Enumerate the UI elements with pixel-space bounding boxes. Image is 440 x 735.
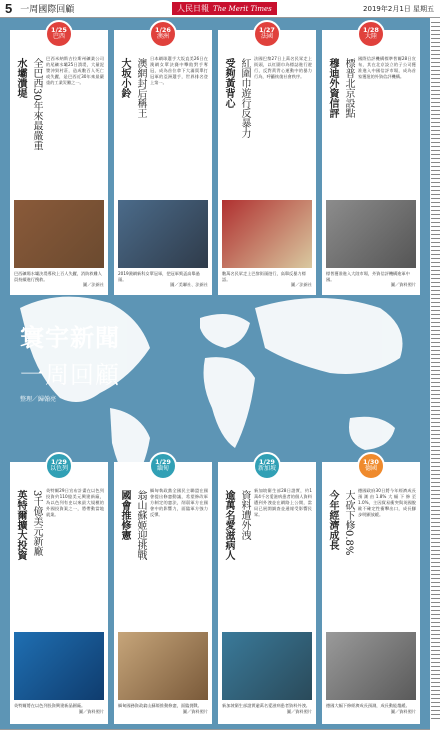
news-card-germany — [322, 457, 420, 724]
date-place-badge — [149, 452, 177, 480]
photo-credit: 圖／法新社 — [83, 282, 104, 288]
photo-caption — [326, 271, 416, 288]
headline: 逾萬名愛滋病人 — [223, 490, 234, 560]
continent-australia — [349, 417, 395, 450]
article-body: 巴西米納斯吉拉斯州礦業公司的尾礦水壩25日潰堤，大量泥漿沖毀村莊，造成數百人死亡或失蹤，是巴西近30年來最嚴重的工業災難之一。 — [46, 56, 104, 85]
article-body: 德國政府30日將今年經濟成長預測由1.8%大幅下修至1.0%，主因貿易衝突與英國脫歐不確定性衝擊出口，成長腳步明顯放緩。 — [358, 488, 416, 517]
photo-credit: 圖／資料照片 — [390, 282, 416, 288]
subheadline: 大砍下修0.8% — [343, 490, 354, 556]
badge-place: 巴西 — [52, 33, 65, 41]
photo-caption — [326, 703, 416, 714]
margin-text-strip — [431, 22, 440, 722]
page-header — [0, 0, 440, 18]
date-place-badge — [45, 452, 73, 480]
date-place-badge — [45, 20, 73, 48]
photo-caption — [118, 703, 208, 714]
news-photo — [222, 632, 312, 700]
caption-text: 德國大幅下修經濟成長預測，成長動能趨緩。 — [326, 703, 410, 708]
article-body: 新加坡衛生部28日證實，約1萬4千名愛滋病患者的個人資料遭到外洩並在網路上公開，當局已展開調查並通報受影響民眾。 — [254, 488, 312, 517]
masthead-logo — [172, 2, 277, 15]
continent-europe — [200, 314, 250, 348]
news-photo — [326, 632, 416, 700]
badge-date: 1/28 — [363, 25, 379, 34]
badge-date: 1/29 — [259, 457, 275, 466]
photo-credit: 圖／資料照片 — [78, 708, 104, 714]
news-card-myanmar — [114, 457, 212, 724]
badge-place: 澳洲 — [156, 33, 169, 41]
caption-text: 2019澳網新科女單冠軍，把冠軍獎盃高舉過頭。 — [118, 271, 200, 282]
badge-date: 1/30 — [363, 457, 379, 466]
article-body: 英特爾29日宣布計畫在以色列投資約110億美元興建新廠，為以色列有史以來最大規模的外國投資案之一，將帶動當地就業。 — [46, 488, 104, 517]
news-photo — [222, 200, 312, 268]
page-footer-rule — [0, 729, 430, 735]
headline: 英特爾擴大投資 — [15, 490, 26, 560]
badge-date: 1/26 — [155, 25, 171, 34]
article-body: 法國巴黎27日上萬名民眾走上街頭，以紅圍巾為標誌進行遊行，反對黃背心運動中的暴力行為，呼籲恢復社會秩序。 — [254, 56, 312, 79]
date-place-badge — [357, 452, 385, 480]
news-card-france — [218, 25, 316, 295]
subheadline: 標普北京設點 — [343, 58, 354, 118]
badge-date: 1/29 — [51, 457, 67, 466]
photo-caption — [118, 271, 208, 288]
badge-date: 1/27 — [259, 25, 275, 34]
badge-place: 大陸 — [364, 33, 377, 41]
badge-place: 以色列 — [49, 465, 68, 473]
date-place-badge — [253, 20, 281, 48]
article-body: 日本網球選手大坂直美26日在澳網女單決賽中擊敗對手奪冠，成為首位拿下大滿貫單打冠軍的亞洲選手，世界排名登上第一。 — [150, 56, 208, 85]
caption-text: 數萬名民眾走上巴黎街頭遊行，高舉反暴力標語。 — [222, 271, 306, 282]
date-place-badge — [253, 452, 281, 480]
photo-credit: 圖／資料照片 — [286, 708, 312, 714]
news-photo — [14, 200, 104, 268]
badge-place: 法國 — [260, 33, 273, 41]
byline: 整理／歸翰亮 — [20, 396, 57, 403]
subheadline: 紅圍巾遊行反暴力 — [239, 58, 250, 138]
continent-africa — [204, 357, 255, 448]
caption-text: 巴西礦場水壩決堤導致上百人失蹤，消防救難人員持續進行搜救。 — [14, 271, 102, 282]
caption-text: 緬甸國務資政翁山蘇姬推動修憲，面臨挑戰。 — [118, 703, 202, 708]
masthead-english: The Merit Times — [213, 4, 272, 13]
news-photo — [14, 632, 104, 700]
photo-caption — [14, 271, 104, 288]
news-photo — [118, 200, 208, 268]
subheadline: 澳網封后稱王 — [135, 58, 146, 118]
headline: 國會推修憲 — [119, 490, 130, 540]
news-card-israel — [10, 457, 108, 724]
badge-date: 1/29 — [155, 457, 171, 466]
masthead-name: 人民日報 — [177, 4, 209, 13]
news-card-singapore — [218, 457, 316, 724]
photo-credit: 圖／美聯社、法新社 — [170, 282, 208, 288]
badge-place: 緬甸 — [156, 465, 169, 473]
caption-text: 英特爾將在以色列投資興建新晶圓廠。 — [14, 703, 86, 708]
subheadline: 資料遭外洩 — [239, 490, 250, 540]
subheadline: 翁山蘇姬迎挑戰 — [135, 490, 146, 560]
headline: 穆迪外資信評 — [327, 58, 338, 118]
caption-text: 標普獲准進入大陸市場，外資信評機構進軍中國。 — [326, 271, 410, 282]
page-number: 5 — [5, 1, 13, 16]
badge-place: 德國 — [364, 465, 377, 473]
photo-caption — [222, 703, 312, 714]
badge-date: 1/25 — [51, 25, 67, 34]
photo-credit: 圖／資料照片 — [390, 708, 416, 714]
article-body: 國際信評機構標準普爾28日宣布，其在北京設立的子公司獲准進入中國信評市場，成為首家獲批的外資信評機構。 — [358, 56, 416, 79]
photo-credit: 圖／資料照片 — [182, 708, 208, 714]
continent-asia — [255, 298, 403, 374]
feature-title: 寰宇新聞 — [20, 323, 120, 352]
feature-title-block — [20, 318, 120, 403]
date-place-badge — [357, 20, 385, 48]
caption-text: 新加坡衛生部證實逾萬名愛滋病患者資料外洩。 — [222, 703, 310, 708]
news-photo — [118, 632, 208, 700]
headline: 水壩潰堤 — [15, 58, 26, 98]
headline: 今年經濟成長 — [327, 490, 338, 550]
headline: 受夠黃背心 — [223, 58, 234, 108]
issue-date: 2019年2月1日 星期五 — [363, 5, 434, 13]
subheadline: 全巴西30年來最嚴重 — [31, 58, 42, 151]
photo-credit: 圖／法新社 — [291, 282, 312, 288]
article-body: 緬甸執政黨全國民主聯盟在國會提出修憲動議，希望修改軍方制定的憲法，削弱軍方在國會中的影響力，面臨軍方強力反彈。 — [150, 488, 208, 517]
news-card-mainland — [322, 25, 420, 295]
news-card-australia — [114, 25, 212, 295]
feature-subtitle: 一周回顧 — [20, 361, 120, 389]
headline: 大坂小鈴 — [119, 58, 130, 98]
date-place-badge — [149, 20, 177, 48]
photo-caption — [222, 271, 312, 288]
subheadline: 3千億美元新廠 — [31, 490, 42, 557]
photo-caption — [14, 703, 104, 714]
news-card-brazil — [10, 25, 108, 295]
badge-place: 新加坡 — [257, 465, 276, 473]
news-photo — [326, 200, 416, 268]
section-title: 一周國際回顧 — [20, 5, 75, 15]
